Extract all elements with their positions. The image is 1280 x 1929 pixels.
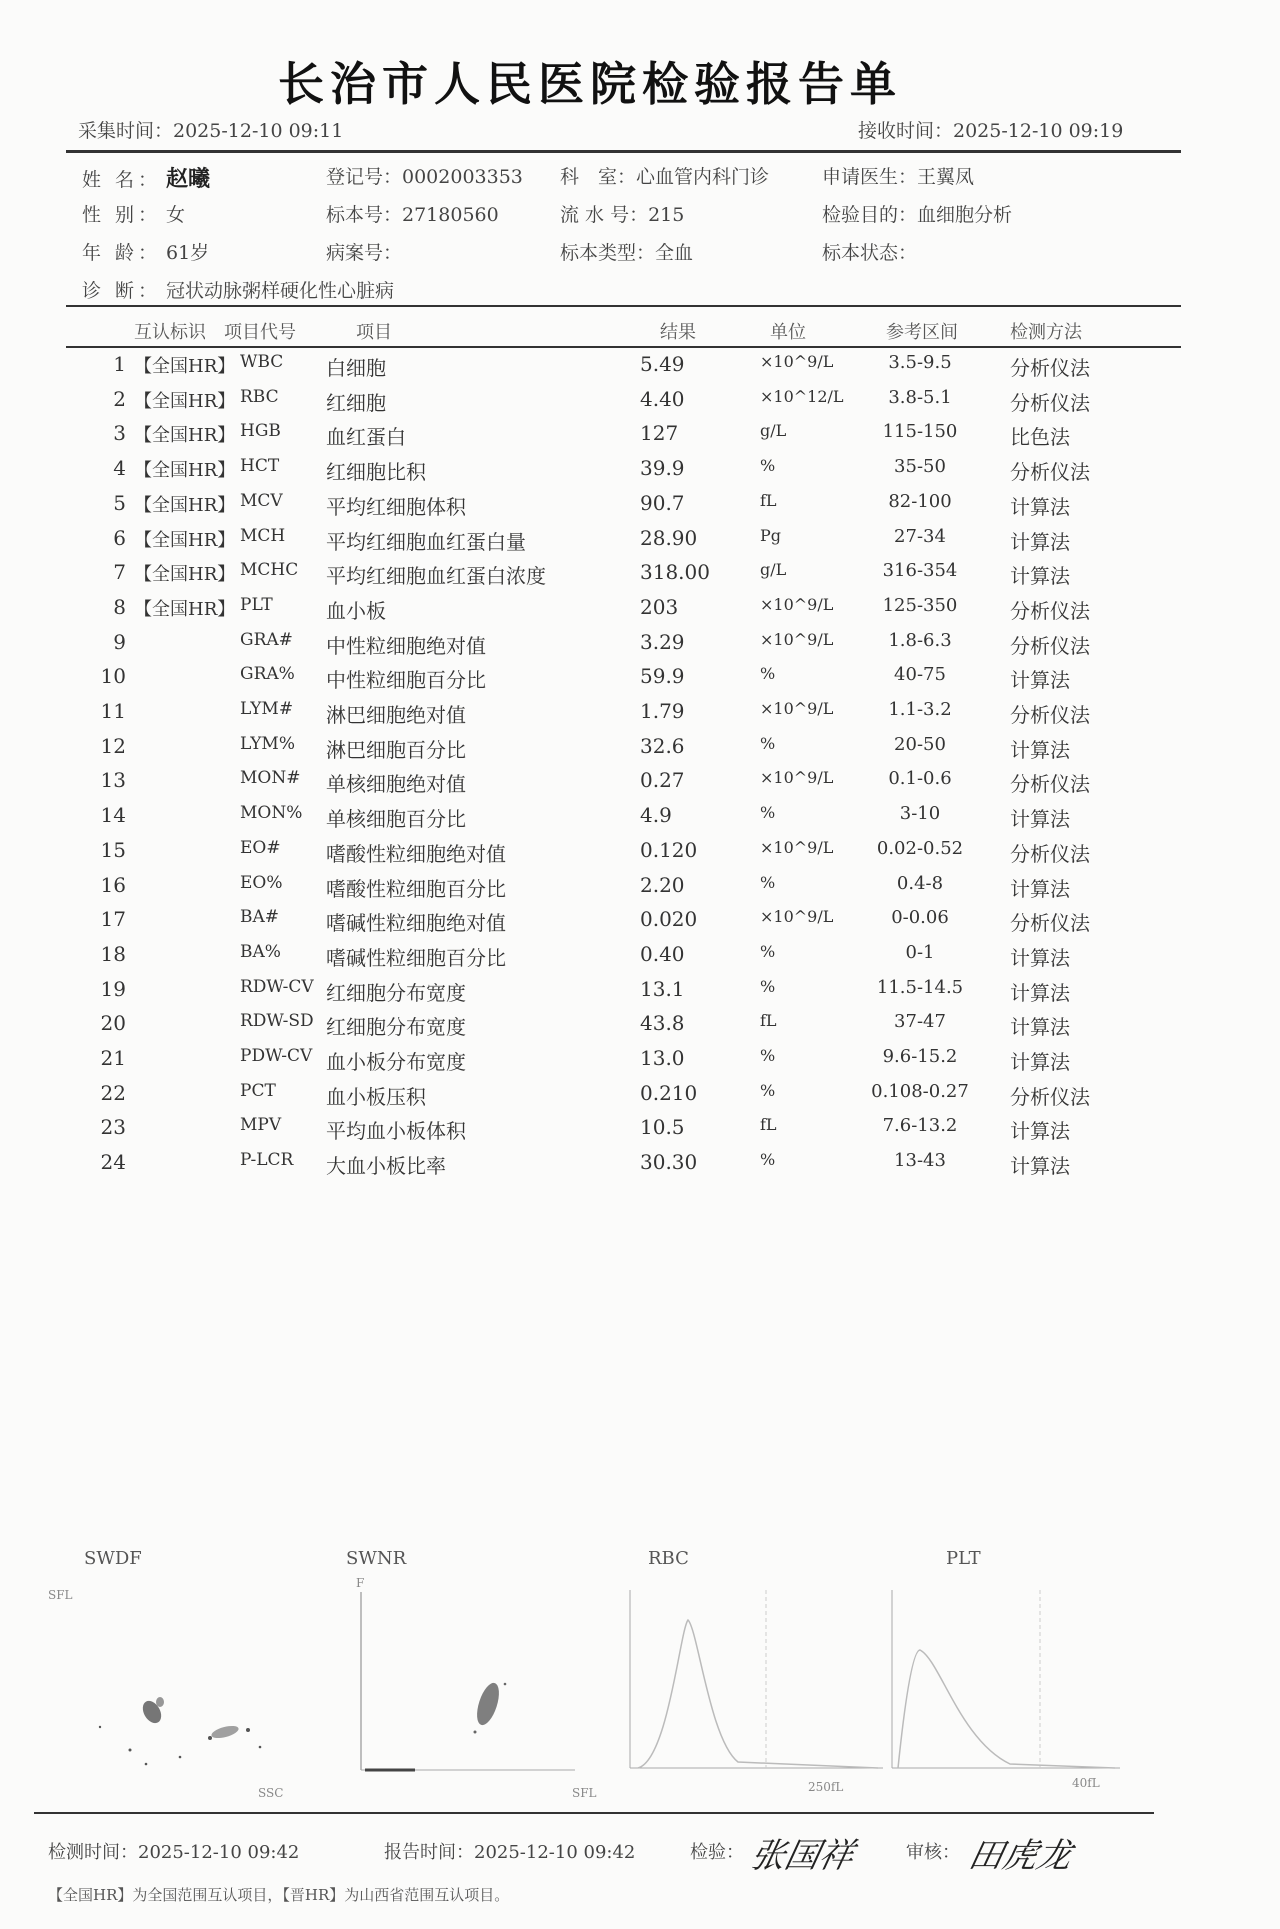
- diagnosis-label: 诊 断：: [82, 280, 162, 302]
- cell-ref: 3-10: [899, 803, 941, 825]
- cell-method: 计算法: [1010, 1050, 1070, 1074]
- cell-method: 计算法: [1010, 1119, 1070, 1144]
- cell-method: 计算法: [1010, 876, 1070, 901]
- cell-ref: 13-43: [894, 1150, 946, 1172]
- test-time: 检测时间：2025-12-10 09:42: [48, 1842, 300, 1863]
- cell-name: 嗜酸性粒细胞绝对值: [326, 841, 506, 866]
- cell-no: 20: [100, 1011, 126, 1036]
- cell-unit: Pg: [760, 525, 782, 545]
- cell-method: 分析仪法: [1010, 356, 1090, 380]
- col-ref: 参考区间: [886, 322, 958, 343]
- table-row: [0, 907, 1280, 941]
- cell-result: 0.120: [640, 837, 698, 862]
- patient-name-row: [82, 162, 210, 193]
- cell-unit: ×10^9/L: [760, 352, 834, 371]
- requesting-doctor: 申请医生：王翼凤: [822, 166, 975, 188]
- col-code: 项目代号: [224, 322, 296, 343]
- cell-code: LYM%: [240, 733, 295, 754]
- patient-diagnosis-row: [82, 276, 394, 303]
- cell-code: EO#: [240, 837, 281, 858]
- cell-method: 分析仪法: [1010, 390, 1090, 415]
- cell-ref: 37-47: [894, 1011, 946, 1033]
- cell-method: 计算法: [1010, 564, 1070, 589]
- department: 科 室：心血管内科门诊: [560, 166, 770, 188]
- cell-flag: 【全国HR】: [134, 425, 236, 447]
- cell-code: PLT: [240, 594, 273, 615]
- age-label: 年 龄：: [82, 242, 162, 264]
- tester-signature: 张国祥: [747, 1836, 858, 1876]
- cell-name: 单核细胞绝对值: [326, 772, 466, 797]
- cell-no: 6: [113, 525, 126, 550]
- cell-unit: g/L: [760, 421, 787, 441]
- table-row: [0, 977, 1280, 1011]
- cell-code: MCH: [240, 525, 286, 546]
- cell-code: P-LCR: [240, 1150, 294, 1171]
- table-row: [0, 873, 1280, 907]
- cell-name: 血小板压积: [326, 1084, 426, 1109]
- swnr-x-label: SFL: [572, 1786, 597, 1800]
- cell-result: 5.49: [640, 352, 685, 376]
- cell-ref: 27-34: [894, 525, 946, 547]
- cell-ref: 3.8-5.1: [888, 386, 952, 408]
- swdf-title: SWDF: [84, 1548, 142, 1569]
- cell-no: 8: [113, 594, 126, 619]
- cell-code: RBC: [240, 386, 279, 407]
- report-time: 报告时间：2025-12-10 09:42: [384, 1842, 636, 1863]
- plt-title: PLT: [946, 1548, 981, 1569]
- cell-name: 血红蛋白: [326, 425, 406, 450]
- cell-method: 分析仪法: [1010, 1084, 1090, 1109]
- cell-method: 分析仪法: [1010, 703, 1090, 727]
- cell-code: GRA%: [240, 664, 295, 685]
- cell-name: 血小板: [326, 598, 386, 623]
- cell-unit: %: [760, 803, 776, 823]
- cell-result: 0.27: [640, 768, 685, 793]
- registration-number: 登记号：0002003353: [326, 166, 523, 188]
- table-row: [0, 387, 1280, 421]
- swdf-x-label: SSC: [258, 1786, 284, 1800]
- cell-method: 计算法: [1010, 668, 1070, 693]
- cell-result: 0.40: [640, 941, 685, 966]
- case-number: 病案号：: [326, 242, 403, 264]
- table-row: [0, 595, 1280, 629]
- cell-unit: ×10^9/L: [760, 594, 834, 614]
- swdf-y-label: SFL: [48, 1588, 73, 1602]
- cell-unit: %: [760, 872, 776, 892]
- cell-ref: 11.5-14.5: [876, 976, 964, 998]
- cell-result: 13.0: [640, 1046, 685, 1070]
- cell-no: 11: [100, 699, 126, 723]
- cell-result: 30.30: [640, 1150, 698, 1175]
- table-row: [0, 803, 1280, 837]
- table-row: [0, 734, 1280, 768]
- swnr-title: SWNR: [346, 1548, 407, 1569]
- table-row: [0, 768, 1280, 802]
- cell-unit: %: [760, 941, 776, 961]
- cell-ref: 20-50: [894, 733, 946, 755]
- cell-ref: 9.6-15.2: [882, 1046, 958, 1067]
- plt-x-label: 40fL: [1072, 1776, 1100, 1790]
- cell-ref: 40-75: [894, 664, 946, 686]
- table-row: [0, 491, 1280, 525]
- cell-unit: ×10^9/L: [760, 907, 834, 927]
- table-row: [0, 1150, 1280, 1184]
- footer-divider: [34, 1812, 1154, 1814]
- table-row: [0, 1115, 1280, 1149]
- cell-name: 淋巴细胞百分比: [326, 737, 466, 762]
- cell-no: 15: [100, 837, 126, 862]
- cell-code: PDW-CV: [240, 1046, 313, 1066]
- cell-ref: 82-100: [888, 490, 952, 512]
- cell-ref: 1.8-6.3: [888, 629, 952, 651]
- cell-unit: %: [760, 733, 776, 753]
- cell-flag: 【全国HR】: [134, 460, 236, 482]
- cell-code: EO%: [240, 872, 283, 893]
- cell-no: 21: [100, 1046, 126, 1070]
- cell-method: 计算法: [1010, 529, 1070, 554]
- specimen-number: 标本号：27180560: [326, 204, 499, 226]
- cell-flag: 【全国HR】: [134, 564, 236, 586]
- cell-code: MON%: [240, 803, 303, 824]
- cell-result: 90.7: [640, 490, 685, 515]
- cell-code: MON#: [240, 768, 301, 789]
- footer-note: 【全国HR】为全国范围互认项目，【晋HR】为山西省范围互认项目。: [48, 1886, 510, 1904]
- report-title: 长治市人民医院检验报告单: [278, 57, 902, 111]
- cell-flag: 【全国HR】: [134, 529, 236, 551]
- header-divider: [66, 150, 1181, 153]
- patient-name: 赵曦: [166, 166, 211, 192]
- cell-no: 10: [100, 664, 126, 689]
- cell-result: 1.79: [640, 699, 685, 723]
- swnr-y-label: F: [356, 1576, 365, 1590]
- cell-unit: %: [760, 1080, 776, 1100]
- cell-name: 中性粒细胞百分比: [326, 668, 486, 693]
- cell-ref: 1.1-3.2: [888, 699, 952, 720]
- cell-name: 红细胞分布宽度: [326, 980, 466, 1005]
- cell-flag: 【全国HR】: [134, 494, 236, 516]
- specimen-type: 标本类型：全血: [560, 242, 694, 264]
- cell-result: 59.9: [640, 664, 685, 689]
- cell-unit: fL: [760, 490, 777, 510]
- rbc-x-label: 250fL: [808, 1780, 844, 1794]
- cell-result: 0.210: [640, 1080, 698, 1105]
- rbc-title: RBC: [648, 1548, 689, 1569]
- cell-name: 中性粒细胞绝对值: [326, 633, 486, 658]
- cell-result: 203: [640, 594, 679, 619]
- cell-result: 28.90: [640, 525, 698, 550]
- cell-unit: %: [760, 456, 776, 476]
- patient-sex: 女: [166, 204, 186, 226]
- cell-no: 23: [100, 1115, 126, 1140]
- table-row: [0, 352, 1280, 386]
- cell-result: 32.6: [640, 733, 685, 758]
- cell-unit: ×10^9/L: [760, 629, 834, 649]
- collect-time: 采集时间：2025-12-10 09:11: [78, 120, 344, 142]
- cell-result: 0.020: [640, 907, 698, 932]
- patient-age-row: [82, 238, 209, 265]
- cell-method: 计算法: [1010, 1015, 1070, 1040]
- cell-ref: 0.1-0.6: [888, 768, 952, 790]
- cell-no: 7: [113, 560, 126, 585]
- table-row: [0, 456, 1280, 490]
- cell-name: 红细胞: [326, 390, 386, 415]
- cell-code: WBC: [240, 352, 284, 372]
- cell-code: BA#: [240, 907, 280, 928]
- cell-result: 4.9: [640, 803, 672, 828]
- cell-no: 18: [100, 941, 126, 966]
- cell-unit: %: [760, 664, 776, 684]
- table-row: [0, 942, 1280, 976]
- swnr-scatterplot: [355, 1592, 585, 1782]
- swdf-scatterplot: [60, 1592, 290, 1782]
- cell-flag: 【全国HR】: [134, 598, 236, 620]
- table-row: [0, 1011, 1280, 1045]
- cell-method: 分析仪法: [1010, 460, 1090, 485]
- cell-method: 分析仪法: [1010, 841, 1090, 866]
- cell-result: 39.9: [640, 456, 685, 481]
- receive-time: 接收时间：2025-12-10 09:19: [858, 120, 1124, 142]
- cell-method: 分析仪法: [1010, 598, 1090, 623]
- cell-ref: 0.4-8: [896, 872, 944, 894]
- cell-method: 计算法: [1010, 1154, 1070, 1179]
- cell-name: 红细胞比积: [326, 460, 426, 485]
- cell-method: 计算法: [1010, 737, 1070, 762]
- cell-code: RDW-SD: [240, 1011, 314, 1032]
- cell-ref: 316-354: [882, 560, 958, 582]
- cell-name: 平均红细胞体积: [326, 494, 466, 519]
- cell-name: 大血小板比率: [326, 1154, 446, 1179]
- tester-label: 检验：: [690, 1842, 744, 1863]
- patient-diagnosis: 冠状动脉粥样硬化性心脏病: [166, 280, 395, 302]
- cell-unit: fL: [760, 1011, 777, 1031]
- cell-unit: %: [760, 1150, 776, 1170]
- cell-ref: 0-0.06: [891, 907, 949, 929]
- cell-no: 9: [113, 629, 126, 654]
- cell-result: 127: [640, 421, 679, 446]
- table-row: [0, 421, 1280, 455]
- cell-code: MPV: [240, 1115, 282, 1136]
- table-header-divider: [66, 346, 1181, 348]
- col-flag: 互认标识: [134, 322, 206, 343]
- cell-name: 淋巴细胞绝对值: [326, 703, 466, 727]
- cell-code: BA%: [240, 941, 281, 962]
- cell-result: 4.40: [640, 386, 685, 411]
- cell-ref: 115-150: [882, 421, 958, 443]
- table-row: [0, 838, 1280, 872]
- cell-result: 3.29: [640, 629, 685, 654]
- cell-no: 14: [100, 803, 126, 828]
- cell-no: 1: [113, 352, 126, 376]
- cell-result: 43.8: [640, 1011, 685, 1036]
- cell-name: 嗜碱性粒细胞绝对值: [326, 911, 506, 936]
- cell-name: 平均红细胞血红蛋白浓度: [326, 564, 546, 589]
- cell-ref: 0.108-0.27: [871, 1080, 969, 1102]
- table-row: [0, 664, 1280, 698]
- cell-unit: ×10^9/L: [760, 837, 834, 857]
- cell-no: 22: [100, 1080, 126, 1105]
- cell-ref: 35-50: [894, 456, 946, 478]
- cell-name: 嗜碱性粒细胞百分比: [326, 945, 506, 970]
- cell-ref: 125-350: [882, 594, 958, 616]
- cell-no: 16: [100, 872, 126, 897]
- cell-unit: g/L: [760, 560, 787, 580]
- info-divider: [66, 305, 1181, 307]
- cell-unit: ×10^9/L: [760, 768, 834, 788]
- reviewer-label: 审核：: [906, 1842, 960, 1863]
- cell-code: HCT: [240, 456, 280, 477]
- cell-name: 血小板分布宽度: [326, 1050, 466, 1074]
- cell-result: 13.1: [640, 976, 685, 1001]
- cell-no: 4: [113, 456, 126, 481]
- col-item: 项目: [356, 322, 392, 343]
- patient-age: 61岁: [166, 242, 210, 264]
- cell-unit: %: [760, 1046, 776, 1065]
- table-row: [0, 526, 1280, 560]
- cell-result: 10.5: [640, 1115, 685, 1140]
- specimen-state: 标本状态：: [822, 242, 918, 264]
- plt-histogram: [890, 1590, 1130, 1780]
- cell-name: 单核细胞百分比: [326, 807, 466, 832]
- patient-sex-row: [82, 200, 185, 227]
- cell-name: 平均血小板体积: [326, 1119, 466, 1144]
- cell-code: MCV: [240, 490, 283, 511]
- cell-method: 计算法: [1010, 494, 1070, 519]
- reviewer-signature: 田虎龙: [965, 1836, 1076, 1876]
- cell-unit: fL: [760, 1115, 777, 1135]
- cell-code: LYM#: [240, 699, 294, 719]
- cell-method: 计算法: [1010, 945, 1070, 970]
- cell-ref: 0.02-0.52: [876, 837, 964, 859]
- cell-ref: 0-1: [905, 941, 935, 963]
- col-method: 检测方法: [1010, 322, 1082, 343]
- table-row: [0, 1046, 1280, 1080]
- cell-code: GRA#: [240, 629, 293, 650]
- cell-no: 5: [113, 490, 126, 515]
- cell-method: 分析仪法: [1010, 911, 1090, 936]
- cell-no: 3: [113, 421, 126, 446]
- cell-no: 2: [113, 386, 126, 411]
- cell-result: 318.00: [640, 560, 710, 585]
- cell-method: 计算法: [1010, 807, 1070, 832]
- cell-name: 嗜酸性粒细胞百分比: [326, 876, 506, 901]
- cell-method: 分析仪法: [1010, 772, 1090, 797]
- cell-code: MCHC: [240, 560, 299, 581]
- cell-flag: 【全国HR】: [134, 390, 236, 412]
- cell-code: HGB: [240, 421, 281, 442]
- cell-ref: 7.6-13.2: [882, 1115, 958, 1137]
- cell-code: PCT: [240, 1080, 276, 1101]
- table-row: [0, 560, 1280, 594]
- cell-no: 17: [100, 907, 126, 932]
- col-result: 结果: [660, 322, 696, 343]
- cell-name: 平均红细胞血红蛋白量: [326, 529, 526, 554]
- cell-no: 24: [100, 1150, 126, 1175]
- test-purpose: 检验目的：血细胞分析: [822, 204, 1013, 226]
- sex-label: 性 别：: [82, 204, 162, 226]
- table-row: [0, 630, 1280, 664]
- name-label: 姓 名：: [82, 169, 162, 191]
- table-row: [0, 1081, 1280, 1115]
- cell-method: 比色法: [1010, 425, 1070, 450]
- cell-unit: ×10^12/L: [760, 386, 844, 406]
- cell-ref: 3.5-9.5: [888, 352, 952, 373]
- cell-no: 12: [100, 733, 126, 758]
- serial-number: 流 水 号：215: [560, 204, 685, 226]
- cell-name: 红细胞分布宽度: [326, 1015, 466, 1040]
- rbc-histogram: [628, 1590, 888, 1780]
- col-unit: 单位: [770, 322, 806, 343]
- cell-method: 计算法: [1010, 980, 1070, 1005]
- cell-name: 白细胞: [326, 356, 386, 380]
- cell-unit: %: [760, 976, 776, 996]
- table-row: [0, 699, 1280, 733]
- cell-flag: 【全国HR】: [134, 356, 236, 377]
- cell-result: 2.20: [640, 872, 685, 897]
- cell-no: 13: [100, 768, 126, 793]
- cell-no: 19: [100, 976, 126, 1001]
- cell-method: 分析仪法: [1010, 633, 1090, 658]
- cell-code: RDW-CV: [240, 976, 314, 997]
- cell-unit: ×10^9/L: [760, 699, 834, 718]
